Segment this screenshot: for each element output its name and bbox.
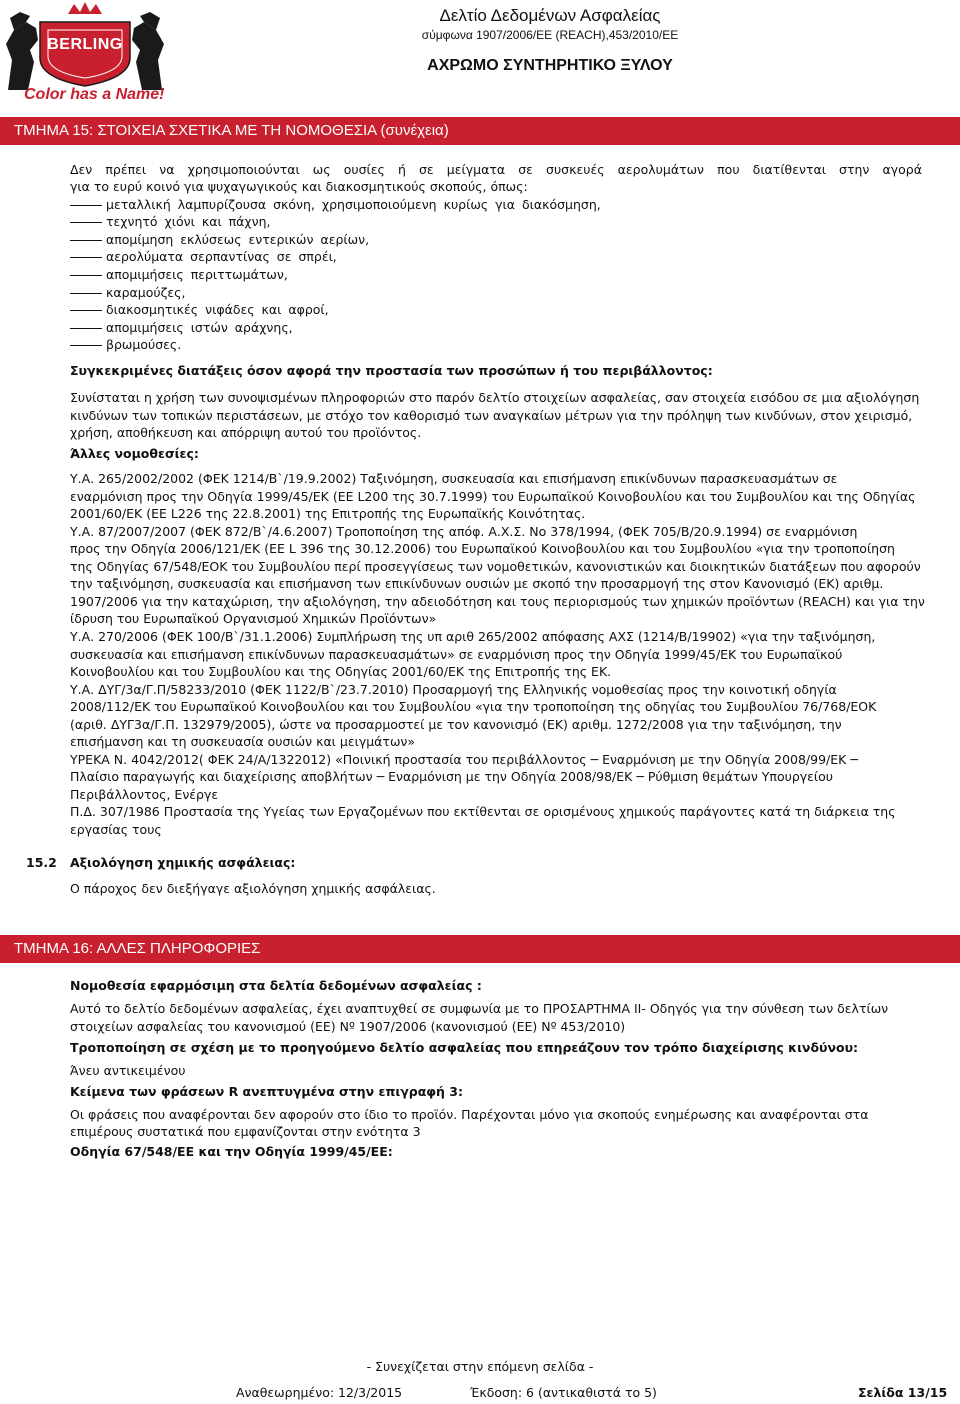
list-item: απομίμηση εκλύσεως εντερικών αερίων, [70,231,369,249]
list-item: καραμούζες, [70,284,185,302]
specific-provisions-heading: Συγκεκριμένες διατάξεις όσον αφορά την προστασία των προσώπων ή του περιβάλλοντος: [70,363,713,378]
r-phrases-heading: Κείμενα των φράσεων R ανεπτυγμένα στην επιγραφή 3: [70,1084,464,1099]
changes-heading: Τροποποίηση σε σχέση με το προηγούμενο δελτίο ασφαλείας που επηρεάζουν τον τρόπο διαχείρισης κινδύνου: [70,1040,859,1055]
dash-icon [70,240,102,241]
list-item: απομιμήσεις ιστών αράχνης, [70,319,293,337]
section-16-heading: ΤΜΗΜΑ 16: ΑΛΛΕΣ ΠΛΗΡΟΦΟΡΙΕΣ [0,935,960,963]
legislation-line: Π.Δ. 307/1986 Προστασία της Υγείας των Εργαζομένων που εκτίθενται σε ορισμένους χημικούς παράγοντες κατά τη διάρκεια της [70,804,896,819]
directive-heading: Οδηγία 67/548/ΕΕ και την Οδηγία 1999/45/ΕΕ: [70,1144,393,1159]
dash-icon [70,345,102,346]
list-item: μεταλλική λαμπυρίζουσα σκόνη, χρησιμοποιούμενη κυρίως για διακόσμηση, [70,196,601,214]
applicable-law-heading: Νομοθεσία εφαρμόσιμη στα δελτία δεδομένων ασφαλείας : [70,978,482,993]
specific-line: Συνίσταται η χρήση των συνοψισμένων πληροφοριών στο παρόν δελτίο στοιχείων ασφαλείας, σαν στοιχεία εισόδου σε μια αξιολόγηση [70,390,920,405]
legislation-line: 2001/60/ΕΚ (ΕΕ L226 της 22.8.2001) της Επιτροπής της Ευρωπαϊκής Κοινότητας. [70,506,586,521]
section-15-heading: ΤΜΗΜΑ 15: ΣΤΟΙΧΕΙΑ ΣΧΕΤΙΚΑ ΜΕ ΤΗ ΝΟΜΟΘΕΣΙΑ (συνέχεια) [0,117,960,145]
intro-line-1: Δεν πρέπει να χρησιμοποιούνται ως ουσίες ή σε μείγματα σε συσκευές αερολυμάτων που διατίθενται στην αγορά [70,162,922,177]
list-item: τεχνητό χιόνι και πάχνη, [70,213,271,231]
berling-logo [0,0,170,112]
legislation-line: της Οδηγίας 67/548/ΕΟΚ του Συμβουλίου περί προσεγγίσεως των νομοθετικών, κανονιστικών και διοικητικών διατάξεων που αφορούν [70,559,921,574]
legislation-line: προς την Οδηγία 2006/121/ΕΚ (ΕΕ L 396 της 30.12.2006) του Ευρωπαϊκού Κοινοβουλίου και του Συμβουλίου «για την τροποποίηση [70,541,895,556]
list-item: απομιμήσεις περιττωμάτων, [70,266,288,284]
chemical-safety-text: Ο πάροχος δεν διεξήγαγε αξιολόγηση χημικής ασφάλειας. [70,881,436,896]
legislation-line: επισήμανση και τη συσκευασία ουσιών και μειγμάτων» [70,734,416,749]
r-phrases-line: επιμέρους συστατικά που εμφανίζονται στην ενότητα 3 [70,1124,421,1139]
dash-icon [70,293,102,294]
specific-line: χρήση, αποθήκευση και απόρριψη αυτού του προϊόντος. [70,425,422,440]
applicable-law-line: Αυτό το δελτίο δεδομένων ασφαλείας, έχει αναπτυχθεί σε συμφωνία με το ΠΡΟΣΑΡΤΗΜΑ II- Οδηγός για την σύνθεση των δελτίων [70,1001,889,1016]
list-item: διακοσμητικές νιφάδες και αφροί, [70,301,329,319]
page-number: Σελίδα 13/15 [858,1385,948,1400]
product-name: ΑΧΡΩΜΟ ΣΥΝΤΗΡΗΤΙΚΟ ΞΥΛΟΥ [427,57,673,74]
legislation-line: εργασίας τους [70,822,162,837]
dash-icon [70,310,102,311]
revision-date: Αναθεωρημένο: 12/3/2015 [236,1385,403,1400]
legislation-line: Υ.Α. 87/2007/2007 (ΦΕΚ 872/Β`/4.6.2007) Τροποποίηση της απόφ. Α.Χ.Σ. Νο 378/1994, (ΦΕΚ 705/Β/20.9.1994) σε εναρμόνιση [70,524,858,539]
dash-icon [70,328,102,329]
chemical-safety-heading: Αξιολόγηση χημικής ασφάλειας: [70,855,296,870]
legislation-line: Υ.Α. 270/2006 (ΦΕΚ 100/Β`/31.1.2006) Συμπλήρωση της υπ αριθ 265/2002 απόφασης ΑΧΣ (1214/Β/19902) «για την ταξινόμηση, [70,629,876,644]
legislation-line: Πλαίσιο παραγωγής και διαχείρισης αποβλήτων ─ Εναρμόνιση με την Οδηγία 2008/98/ΕΚ ─ Ρύθμιση θεμάτων Υπουργείου [70,769,834,784]
intro-line-2: για το ευρύ κοινό για ψυχαγωγικούς και διακοσμητικούς σκοπούς, όπως: [70,179,528,194]
logo-tagline: Color has a Name! [24,86,165,103]
legislation-line: την ταξινόμηση, συσκευασία και επισήμανση των επικίνδυνων ουσιών με σκοπό την προσαρμογή της στον Κανονισμό (ΕΚ) αριθμ. [70,576,884,591]
dash-icon [70,257,102,258]
dash-icon [70,205,102,206]
legislation-line: Υ.Α. ΔΥΓ/3α/Γ.Π/58233/2010 (ΦΕΚ 1122/Β`/23.7.2010) Προσαρμογή της Ελληνικής νομοθεσίας προς την κοινοτική οδηγία [70,682,837,697]
legislation-line: ίδρυση του Ευρωπαϊκού Οργανισμού Χημικών Προϊόντων» [70,611,437,626]
continued-notice: - Συνεχίζεται στην επόμενη σελίδα - [366,1359,594,1374]
legislation-line: συσκευασία και επισήμανση επικίνδυνων παρασκευασμάτων» σε εναρμόνιση προς την Οδηγία 1999/45/ΕΚ του Ευρωπαϊκού [70,647,843,662]
r-phrases-line: Οι φράσεις που αναφέρονται δεν αφορούν στο ίδιο το προϊόν. Παρέχονται μόνο για σκοπούς ενημέρωσης και αναφέρονται στα [70,1107,869,1122]
list-item: αερολύματα σερπαντίνας σε σπρέι, [70,248,337,266]
document-title: Δελτίο Δεδομένων Ασφαλείας [439,6,661,25]
document-subtitle: σύμφωνα 1907/2006/ΕΕ (REACH),453/2010/ΕΕ [421,28,679,42]
legislation-line: 1907/2006 για την καταχώριση, την αξιολόγηση, την αδειοδότηση και τους περιορισμούς των χημικών προϊόντων (REACH) και για την [70,594,925,609]
legislation-line: (αριθ. ΔΥΓ3α/Γ.Π. 132979/2005), ώστε να προσαρμοστεί με τον κανονισμό (ΕΚ) αριθμ. 1272/2008 για την ταξινόμηση, την [70,717,842,732]
legislation-line: 2008/112/ΕΚ του Ευρωπαϊκού Κοινοβουλίου και του Συμβουλίου «για την τροποποίηση της οδηγίας του Συμβουλίου 76/768/ΕΟΚ [70,699,877,714]
list-item: βρωμούσες. [70,336,181,354]
legislation-line: Κοινοβουλίου και του Συμβουλίου και της Οδηγίας 2001/60/ΕΚ της Επιτροπής της ΕΚ. [70,664,612,679]
other-legislation-heading: Άλλες νομοθεσίες: [70,446,199,461]
legislation-line: Υ.Α. 265/2002/2002 (ΦΕΚ 1214/Β`/19.9.2002) Ταξινόμηση, συσκευασία και επισήμανση επικίνδυνων παρασκευασμάτων σε [70,471,838,486]
logo-brand-text: BERLING [47,36,123,53]
dash-icon [70,275,102,276]
dash-icon [70,222,102,223]
legislation-line: Περιβάλλοντος, Ενέργε [70,787,219,802]
legislation-line: εναρμόνιση προς την Οδηγία 1999/45/ΕΚ (ΕΕ L200 της 30.7.1999) του Ευρωπαϊκού Κοινοβουλίου και του Συμβουλίου και της Οδηγίας [70,489,916,504]
legislation-line: ΥΡΕΚΑ Ν. 4042/2012( ΦΕΚ 24/Α/1322012) «Ποινική προστασία του περιβάλλοντος ─ Εναρμόνιση με την Οδηγία 2008/99/ΕΚ ─ [70,752,858,767]
changes-text: Άνευ αντικειμένου [70,1063,186,1078]
applicable-law-line: στοιχείων ασφαλείας του κανονισμού (ΕΕ) Nº 1907/2006 (κανονισμού (ΕΕ) Nº 453/2010) [70,1019,626,1034]
edition-number: Έκδοση: 6 (αντικαθιστά το 5) [470,1385,657,1400]
subsection-number: 15.2 [26,855,57,870]
specific-line: κινδύνων των τοπικών περιστάσεων, με στόχο τον καθορισμό των αναγκαίων μέτρων για την πρόληψη των κινδύνων, στον χειρισμό, [70,408,913,423]
